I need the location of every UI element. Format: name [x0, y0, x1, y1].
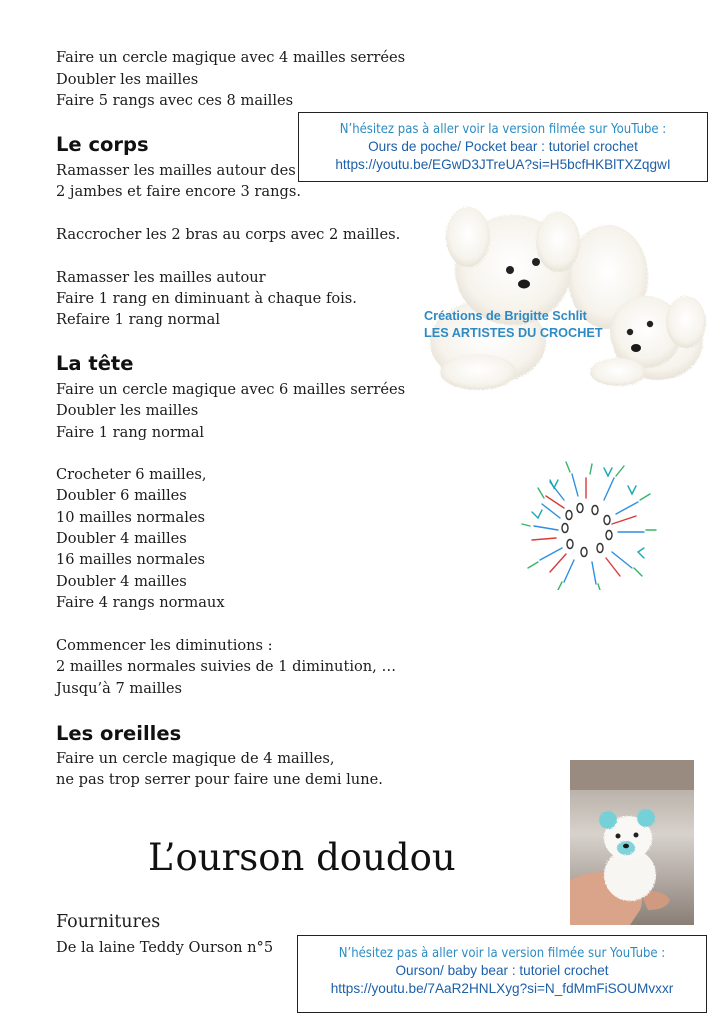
corps-line-3: Raccrocher les 2 bras au corps avec 2 mailles.	[56, 226, 401, 243]
corps-line-6: Refaire 1 rang normal	[56, 311, 220, 328]
intro-line-2: Doubler les mailles	[56, 71, 199, 88]
youtube-box-2-intro: N’hésitez pas à aller voir la version filmée sur YouTube :	[338, 945, 666, 961]
corps-line-2: 2 jambes et faire encore 3 rangs.	[56, 183, 301, 200]
tete-line-4: Crocheter 6 mailles,	[56, 466, 207, 483]
youtube-link-pocket-bear[interactable]: https://youtu.be/EGwD3JTreUA?si=H5bcfHKBlTXZqgwI	[335, 157, 671, 172]
youtube-box-baby-bear	[297, 935, 707, 1013]
heading-oreilles: Les oreilles	[56, 722, 182, 745]
tete-line-3: Faire 1 rang normal	[56, 424, 205, 441]
oreilles-line-2: ne pas trop serrer pour faire une demi lune.	[56, 771, 383, 788]
oreilles-line-1: Faire un cercle magique de 4 mailles,	[56, 750, 335, 767]
corps-line-4: Ramasser les mailles autour	[56, 269, 266, 286]
tete-line-6: 10 mailles normales	[56, 509, 206, 526]
intro-line-1: Faire un cercle magique avec 4 mailles serrées	[56, 49, 406, 66]
photo-credit-line-2: LES ARTISTES DU CROCHET	[424, 326, 603, 340]
tete-line-2: Doubler les mailles	[56, 402, 199, 419]
youtube-box-1-intro: N’hésitez pas à aller voir la version filmée sur YouTube :	[339, 121, 667, 137]
tete-line-1: Faire un cercle magique avec 6 mailles serrées	[56, 381, 406, 398]
tete-line-13: Jusqu’à 7 mailles	[56, 680, 183, 697]
teddy-bears-photo	[418, 192, 716, 402]
heading-corps: Le corps	[56, 133, 149, 156]
youtube-box-2-title: Ourson/ baby bear : tutoriel crochet	[395, 963, 609, 978]
bear-in-hand-photo	[570, 760, 694, 925]
tete-line-5: Doubler 6 mailles	[56, 487, 187, 504]
fournitures-line: De la laine Teddy Ourson n°5	[56, 939, 274, 956]
youtube-link-baby-bear[interactable]: https://youtu.be/7AaR2HNLXyg?si=N_fdMmFiSOUMvxxr	[330, 981, 674, 996]
tete-line-12: 2 mailles normales suivies de 1 diminution, …	[56, 658, 397, 675]
youtube-box-pocket-bear	[298, 112, 708, 182]
tete-line-10: Faire 4 rangs normaux	[56, 594, 225, 611]
youtube-box-1-title: Ours de poche/ Pocket bear : tutoriel crochet	[368, 139, 638, 154]
tete-line-7: Doubler 4 mailles	[56, 530, 187, 547]
tete-line-8: 16 mailles normales	[56, 551, 206, 568]
photo-credit-line-1: Créations de Brigitte Schlit	[424, 309, 587, 323]
corps-line-1: Ramasser les mailles autour des	[56, 162, 296, 179]
crochet-chart-diagram	[520, 460, 660, 590]
tete-line-11: Commencer les diminutions :	[56, 637, 273, 654]
heading-fournitures: Fournitures	[56, 912, 161, 932]
tete-line-9: Doubler 4 mailles	[56, 573, 187, 590]
page-title: L’ourson doudou	[148, 836, 456, 879]
corps-line-5: Faire 1 rang en diminuant à chaque fois.	[56, 290, 357, 307]
intro-line-3: Faire 5 rangs avec ces 8 mailles	[56, 92, 294, 109]
heading-tete: La tête	[56, 352, 134, 375]
